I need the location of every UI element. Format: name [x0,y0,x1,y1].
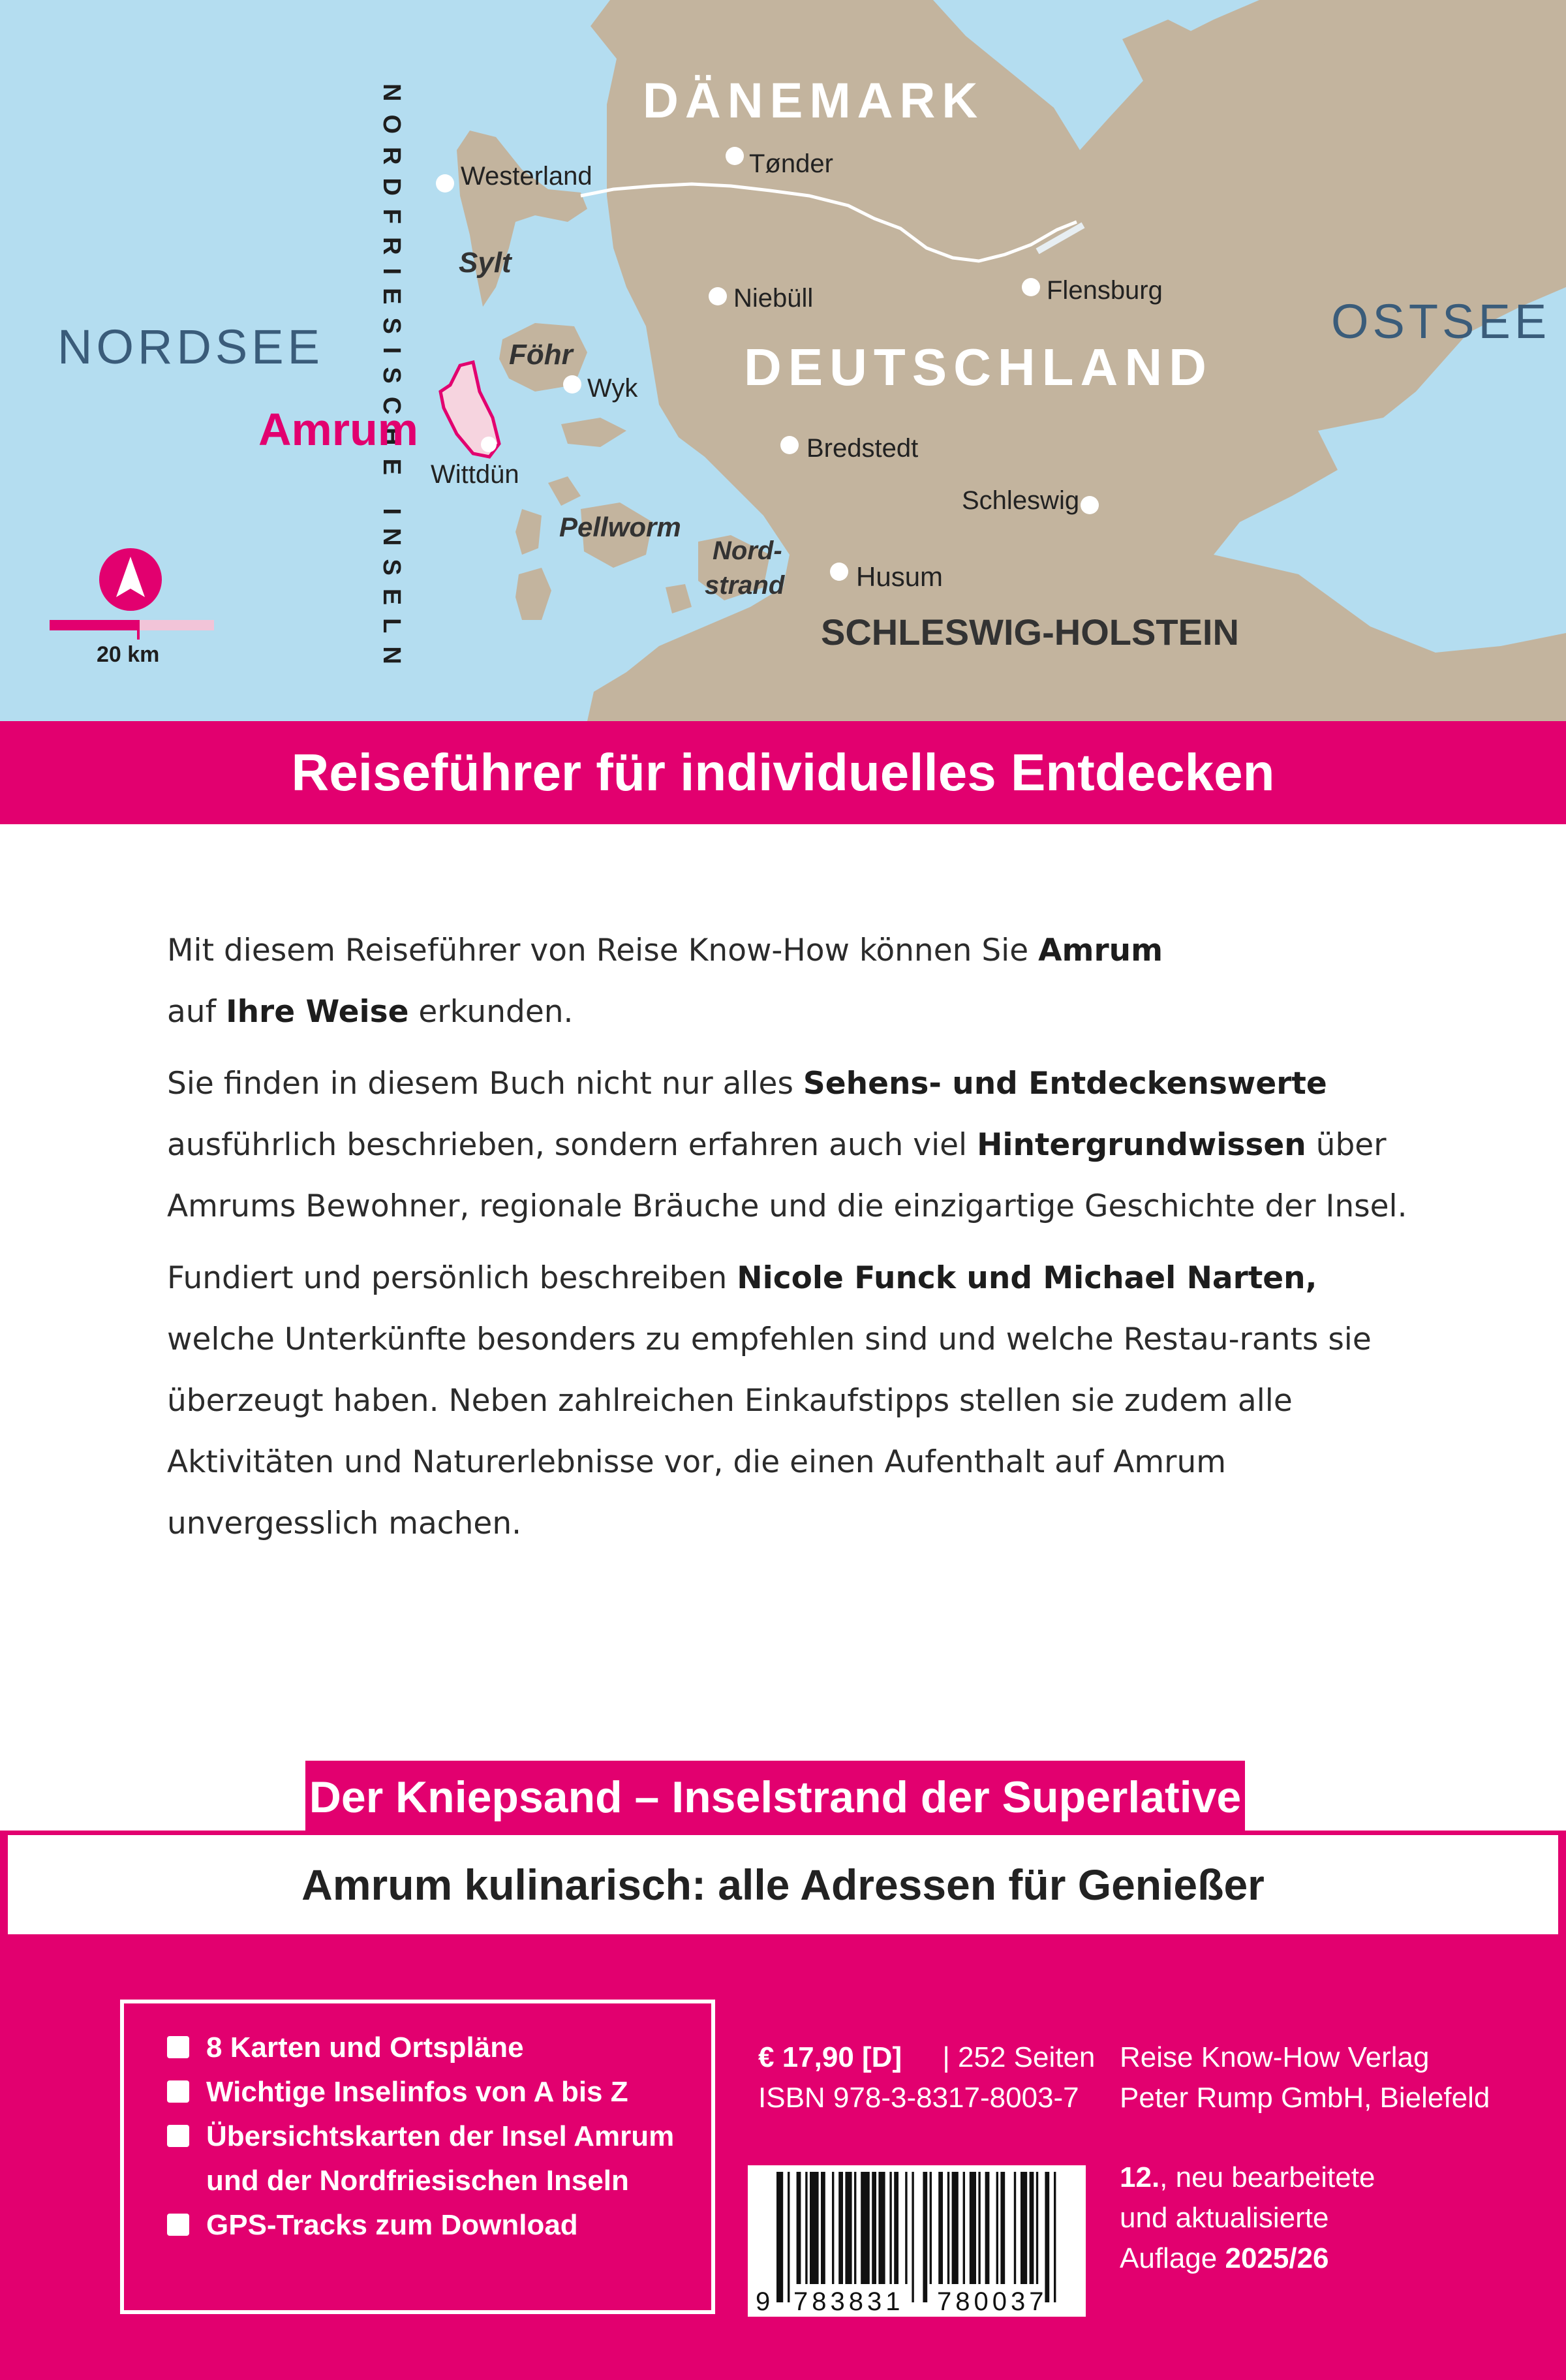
barcode-bar [930,2172,932,2284]
barcode-digits-left: 783831 [793,2287,904,2316]
barcode-bar [1021,2172,1027,2284]
barcode-bar [970,2172,976,2284]
barcode-bar [861,2172,870,2284]
label-westerland: Westerland [461,162,592,191]
label-ostsee: OSTSEE [1331,294,1551,348]
barcode-digit-first: 9 [756,2287,771,2316]
barcode-bar [905,2172,907,2284]
barcode-bar [872,2172,876,2284]
barcode-bar [878,2172,885,2284]
label-flensburg: Flensburg [1047,276,1163,305]
p2-bold-hintergrund: Hintergrundwissen [977,1127,1306,1163]
north-arrow-icon [99,548,162,611]
barcode-bar [832,2172,834,2284]
barcode-bar [952,2172,959,2284]
label-nordsee: NORDSEE [57,320,324,374]
barcode-bar [996,2172,998,2284]
label-amrum: Amrum [258,404,419,455]
p3-text-b: welche Unterkünfte besonders zu empfehlen sind und welche Restau-rants sie überzeugt haben. Neben zahlreichen Einkaufstipps stellen sie zudem alle Aktivitäten und Naturerlebnisse vor, die einen Aufenthalt auf Amrum unvergesslich machen. [167,1321,1372,1541]
feature-text: Wichtige Inselinfos von A bis Z [206,2076,628,2108]
paragraph-2 [167,1053,1420,1237]
barcode-bar [821,2172,825,2284]
label-nordstrand-2: strand [705,571,785,600]
checkbox-icon [167,2080,189,2103]
description [167,920,1420,1565]
barcode-digits-right: 780037 [937,2287,1048,2316]
edition-number: 12. [1120,2161,1160,2193]
barcode-bar [889,2172,891,2284]
price-block [758,2037,1095,2118]
p1-bold-weise: Ihre Weise [226,994,409,1030]
p2-bold-sehens: Sehens- und Entdeckenswerte [803,1066,1327,1102]
barcode-bar [985,2172,990,2284]
page-count: | 252 Seiten [942,2041,1096,2073]
checkbox-icon [167,2036,189,2058]
map [0,0,1566,721]
barcode-bar [845,2172,852,2284]
publisher-block [1120,2037,1490,2118]
barcode-bar [938,2172,943,2284]
feature-item [167,2070,711,2114]
label-nordfriesische-inseln: NORDFRIESISCHE INSELN [378,84,405,677]
checkbox-icon [167,2214,189,2236]
label-schleswig: Schleswig [962,486,1080,515]
barcode-bar [776,2172,783,2302]
edition-year: 2025/26 [1225,2242,1329,2274]
barcode-bar [805,2172,807,2284]
label-daenemark: DÄNEMARK [643,73,985,129]
barcode-bar [788,2172,790,2302]
label-wyk: Wyk [587,374,638,403]
banner-tagline: Reiseführer für individuelles Entdecken [0,721,1566,824]
p1-text-b: auf [167,994,226,1030]
feature-text: Übersichtskarten der Insel Amrum [206,2120,675,2152]
paragraph-1 [167,920,1420,1043]
publisher-name: Reise Know-How Verlag [1120,2041,1430,2073]
label-pellworm: Pellworm [559,512,681,542]
barcode-bar [894,2172,898,2284]
p3-text-a: Fundiert und persönlich beschreiben [167,1260,737,1296]
barcode-bar [854,2172,856,2284]
label-husum: Husum [856,561,944,592]
highlight-kniepsand: Der Kniepsand – Inselstrand der Superlative [305,1761,1245,1834]
label-toender: Tønder [749,149,833,178]
p2-text-a: Sie finden in diesem Buch nicht nur alles [167,1066,803,1102]
barcode-bar [1014,2172,1016,2284]
barcode-bar [810,2172,819,2284]
label-nordstrand-1: Nord- [713,536,782,565]
label-schleswig-holstein: SCHLESWIG-HOLSTEIN [821,611,1239,653]
feature-item-continued [167,2159,711,2203]
label-deutschland: DEUTSCHLAND [744,338,1213,396]
feature-item [167,2114,711,2159]
feature-list-box [120,2000,715,2314]
label-wittduen: Wittdün [431,460,519,489]
feature-text: GPS-Tracks zum Download [206,2209,578,2241]
price: € 17,90 [D] [758,2041,902,2073]
barcode-bar [978,2172,980,2284]
p3-bold-authors: Nicole Funck und Michael Narten, [737,1260,1317,1296]
feature-item [167,2026,711,2070]
feature-item [167,2203,711,2248]
p1-text-a: Mit diesem Reiseführer von Reise Know-How können Sie [167,933,1039,968]
p1-bold-amrum: Amrum [1038,933,1163,968]
barcode-bar [963,2172,965,2284]
barcode-bar [947,2172,949,2284]
feature-text: 8 Karten und Ortspläne [206,2032,524,2063]
label-bredstedt: Bredstedt [806,434,919,463]
scale-label: 20 km [97,642,160,667]
barcode-bar [838,2172,843,2284]
feature-text: und der Nordfriesischen Inseln [206,2165,629,2197]
p1-text-c: erkunden. [408,994,574,1030]
barcode-bar [1054,2172,1056,2302]
label-foehr: Föhr [509,339,573,371]
p2-text-c: über Amrums Bewohner, regionale Bräuche und die einzigartige Geschichte der Insel. [167,1127,1407,1224]
barcode-bars [748,2165,1086,2317]
label-sylt: Sylt [459,247,512,279]
publisher-address: Peter Rump GmbH, Bielefeld [1120,2082,1490,2114]
highlight-kulinarisch: Amrum kulinarisch: alle Adressen für Genießer [8,1835,1558,1934]
barcode-bar [1030,2172,1034,2284]
checkbox-icon [167,2125,189,2147]
edition-text-2: und aktualisierte [1120,2202,1329,2234]
barcode-bar [1036,2172,1038,2284]
isbn: ISBN 978-3-8317-8003-7 [758,2082,1079,2114]
p2-text-b: ausführlich beschrieben, sondern erfahren auch viel [167,1127,977,1163]
label-niebuell: Niebüll [733,284,814,313]
paragraph-3 [167,1248,1420,1554]
barcode [748,2165,1086,2317]
barcode-bar [797,2172,801,2284]
edition-text-3: Auflage [1120,2242,1225,2274]
barcode-bar [1000,2172,1005,2284]
barcode-bar [923,2172,927,2302]
barcode-bar [912,2172,914,2302]
barcode-bar [1045,2172,1049,2302]
edition-text-1: , neu bearbeitete [1159,2161,1375,2193]
edition-block [1120,2157,1375,2279]
